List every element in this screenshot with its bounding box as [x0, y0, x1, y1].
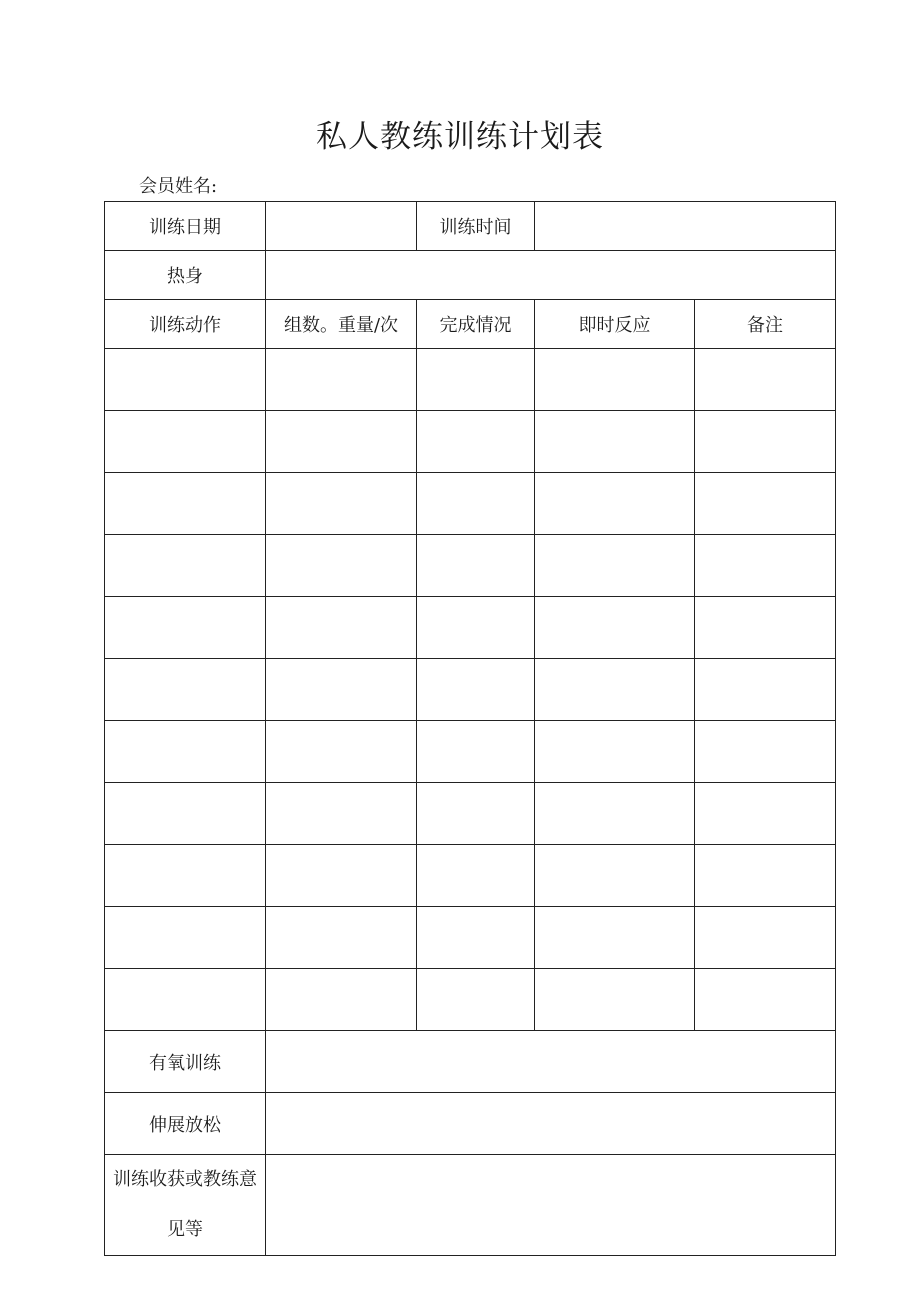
warmup-field[interactable] — [266, 251, 836, 300]
column-header-completion: 完成情况 — [417, 300, 535, 349]
exercise-row-sets-cell[interactable] — [266, 969, 417, 1031]
exercise-row-exercise-cell[interactable] — [105, 659, 266, 721]
exercise-row — [105, 411, 836, 473]
exercise-row — [105, 535, 836, 597]
exercise-row-sets-cell[interactable] — [266, 783, 417, 845]
feedback-field[interactable] — [266, 1155, 836, 1256]
training-plan-table — [104, 201, 836, 1256]
exercise-row-notes-cell[interactable] — [695, 597, 836, 659]
exercise-row-reaction-cell[interactable] — [535, 721, 695, 783]
exercise-row — [105, 721, 836, 783]
exercise-row-notes-cell[interactable] — [695, 721, 836, 783]
exercise-row-sets-cell[interactable] — [266, 907, 417, 969]
exercise-row — [105, 845, 836, 907]
exercise-row-exercise-cell[interactable] — [105, 845, 266, 907]
date-label: 训练日期 — [105, 202, 266, 251]
column-header-sets: 组数。重量/次 — [266, 300, 417, 349]
date-time-row — [105, 202, 836, 251]
exercise-row — [105, 969, 836, 1031]
time-label: 训练时间 — [417, 202, 535, 251]
time-field[interactable] — [535, 202, 836, 251]
exercise-row-exercise-cell[interactable] — [105, 411, 266, 473]
exercise-row-completion-cell[interactable] — [417, 411, 535, 473]
exercise-row — [105, 473, 836, 535]
member-name-label: 会员姓名: — [139, 176, 218, 197]
column-header-row — [105, 300, 836, 349]
cardio-field[interactable] — [266, 1031, 836, 1093]
exercise-row — [105, 907, 836, 969]
exercise-row-exercise-cell[interactable] — [105, 535, 266, 597]
exercise-row-reaction-cell[interactable] — [535, 597, 695, 659]
exercise-row-reaction-cell[interactable] — [535, 659, 695, 721]
exercise-row-notes-cell[interactable] — [695, 659, 836, 721]
exercise-row-exercise-cell[interactable] — [105, 721, 266, 783]
warmup-label: 热身 — [105, 251, 266, 300]
exercise-row-sets-cell[interactable] — [266, 597, 417, 659]
exercise-row-sets-cell[interactable] — [266, 349, 417, 411]
stretch-row — [105, 1093, 836, 1155]
exercise-row-sets-cell[interactable] — [266, 411, 417, 473]
exercise-row — [105, 597, 836, 659]
exercise-row-sets-cell[interactable] — [266, 535, 417, 597]
exercise-row-completion-cell[interactable] — [417, 845, 535, 907]
exercise-row-exercise-cell[interactable] — [105, 597, 266, 659]
feedback-label: 训练收获或教练意见等 — [105, 1155, 266, 1256]
exercise-row-reaction-cell[interactable] — [535, 349, 695, 411]
exercise-row-sets-cell[interactable] — [266, 473, 417, 535]
exercise-row-exercise-cell[interactable] — [105, 473, 266, 535]
cardio-row — [105, 1031, 836, 1093]
cardio-label: 有氧训练 — [105, 1031, 266, 1093]
exercise-row-exercise-cell[interactable] — [105, 907, 266, 969]
exercise-row-notes-cell[interactable] — [695, 969, 836, 1031]
exercise-row-notes-cell[interactable] — [695, 349, 836, 411]
column-header-reaction: 即时反应 — [535, 300, 695, 349]
exercise-row-reaction-cell[interactable] — [535, 845, 695, 907]
stretch-label: 伸展放松 — [105, 1093, 266, 1155]
exercise-row-exercise-cell[interactable] — [105, 969, 266, 1031]
exercise-row-reaction-cell[interactable] — [535, 535, 695, 597]
exercise-row-notes-cell[interactable] — [695, 411, 836, 473]
exercise-row — [105, 349, 836, 411]
column-header-notes: 备注 — [695, 300, 836, 349]
exercise-row-completion-cell[interactable] — [417, 535, 535, 597]
exercise-row-notes-cell[interactable] — [695, 783, 836, 845]
stretch-field[interactable] — [266, 1093, 836, 1155]
exercise-row-notes-cell[interactable] — [695, 907, 836, 969]
exercise-row-completion-cell[interactable] — [417, 721, 535, 783]
exercise-row-completion-cell[interactable] — [417, 473, 535, 535]
exercise-row-sets-cell[interactable] — [266, 721, 417, 783]
exercise-row-notes-cell[interactable] — [695, 535, 836, 597]
feedback-row — [105, 1155, 836, 1256]
exercise-row — [105, 659, 836, 721]
page-title: 私人教练训练计划表 — [316, 119, 604, 155]
exercise-row-reaction-cell[interactable] — [535, 783, 695, 845]
exercise-row-completion-cell[interactable] — [417, 659, 535, 721]
exercise-row-reaction-cell[interactable] — [535, 969, 695, 1031]
exercise-row-notes-cell[interactable] — [695, 473, 836, 535]
warmup-row — [105, 251, 836, 300]
exercise-row-completion-cell[interactable] — [417, 597, 535, 659]
exercise-row-reaction-cell[interactable] — [535, 411, 695, 473]
exercise-row-reaction-cell[interactable] — [535, 473, 695, 535]
exercise-row-exercise-cell[interactable] — [105, 783, 266, 845]
exercise-row-completion-cell[interactable] — [417, 907, 535, 969]
exercise-row-reaction-cell[interactable] — [535, 907, 695, 969]
exercise-row-exercise-cell[interactable] — [105, 349, 266, 411]
column-header-exercise: 训练动作 — [105, 300, 266, 349]
exercise-row-completion-cell[interactable] — [417, 783, 535, 845]
exercise-row — [105, 783, 836, 845]
exercise-row-sets-cell[interactable] — [266, 845, 417, 907]
exercise-row-notes-cell[interactable] — [695, 845, 836, 907]
exercise-row-completion-cell[interactable] — [417, 349, 535, 411]
date-field[interactable] — [266, 202, 417, 251]
exercise-row-sets-cell[interactable] — [266, 659, 417, 721]
exercise-row-completion-cell[interactable] — [417, 969, 535, 1031]
